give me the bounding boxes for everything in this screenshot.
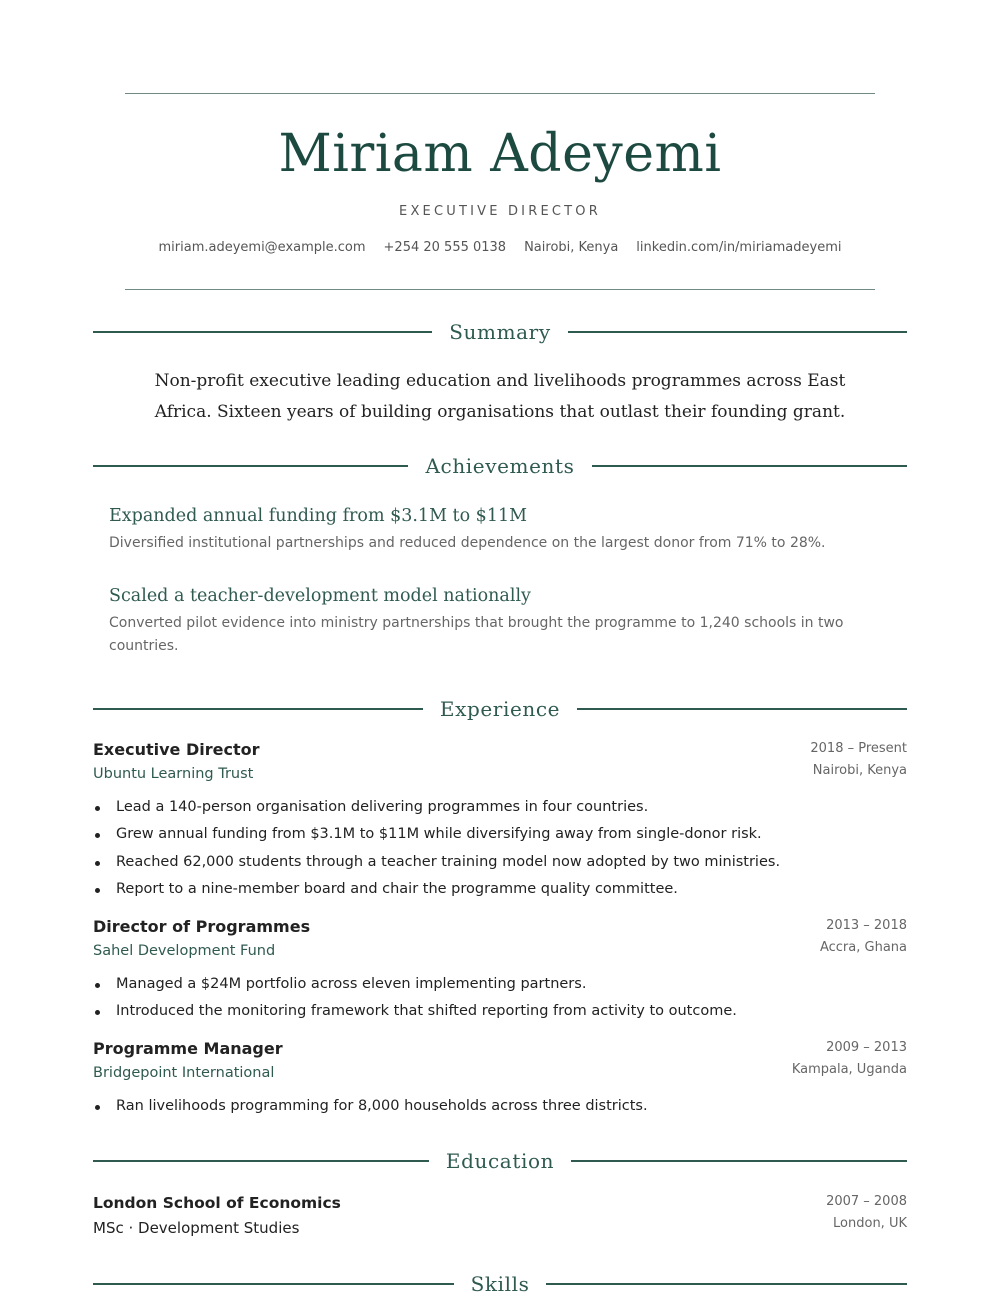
section-rule-left: [93, 1160, 429, 1162]
experience-entry: [93, 740, 907, 903]
section-heading-skills: [93, 1272, 907, 1294]
job-bullet: Managed a $24M portfolio across eleven implementing partners.: [93, 971, 907, 998]
section-rule-left: [93, 1283, 454, 1285]
contact-linkedin[interactable]: linkedin.com/in/miriamadeyemi: [636, 240, 842, 255]
achievement-title: Scaled a teacher-development model nationally: [109, 586, 531, 606]
job-title: Executive Director: [93, 740, 260, 759]
education-location: London, UK: [833, 1216, 907, 1231]
job-title: Director of Programmes: [93, 917, 311, 936]
section-rule-left: [93, 465, 408, 467]
education-entry: [93, 1194, 907, 1244]
section-rule-left: [93, 331, 432, 333]
section-title: Skills: [470, 1272, 530, 1294]
job-dates: 2013 – 2018: [826, 918, 907, 933]
section-rule-left: [93, 708, 423, 710]
job-organization: Sahel Development Fund: [93, 943, 276, 959]
contact-phone[interactable]: +254 20 555 0138: [383, 240, 507, 255]
education-school: London School of Economics: [93, 1194, 341, 1212]
header-top-rule: [125, 93, 875, 94]
job-bullet: Lead a 140-person organisation delivering programmes in four countries.: [93, 794, 907, 821]
achievement-description: Converted pilot evidence into ministry partnerships that brought the programme to 1,240 schools in two countries.: [109, 615, 844, 654]
section-heading-summary: [93, 320, 907, 344]
job-bullets: [93, 794, 907, 903]
section-title: Summary: [449, 320, 551, 344]
job-location: Accra, Ghana: [819, 940, 907, 955]
section-title: Experience: [439, 697, 561, 721]
job-dates: 2018 – Present: [810, 741, 907, 756]
job-location: Kampala, Uganda: [791, 1062, 907, 1077]
job-bullet: Ran livelihoods programming for 8,000 households across three districts.: [93, 1093, 907, 1120]
job-location: Nairobi, Kenya: [812, 763, 907, 778]
section-rule-right: [592, 465, 907, 467]
experience-entry: [93, 917, 907, 1026]
education-degree: MSc · Development Studies: [93, 1219, 300, 1237]
candidate-name: Miriam Adeyemi: [278, 124, 722, 184]
contact-location: Nairobi, Kenya: [524, 240, 619, 255]
achievement-description: Diversified institutional partnerships and reduced dependence on the largest donor from 71% to 28%.: [109, 535, 826, 551]
experience-entry: [93, 1039, 907, 1120]
job-organization: Bridgepoint International: [93, 1065, 275, 1081]
job-bullet: Introduced the monitoring framework that shifted reporting from activity to outcome.: [93, 998, 907, 1025]
job-organization: Ubuntu Learning Trust: [93, 766, 254, 782]
education-dates: 2007 – 2008: [826, 1194, 907, 1209]
section-rule-right: [577, 708, 907, 710]
section-heading-experience: [93, 697, 907, 721]
job-bullets: [93, 971, 907, 1026]
header-bottom-rule: [125, 289, 875, 290]
section-title: Achievements: [425, 454, 575, 478]
section-rule-right: [568, 331, 907, 333]
job-bullet: Grew annual funding from $3.1M to $11M while diversifying away from single-donor risk.: [93, 821, 907, 848]
achievement-item: [109, 586, 869, 658]
achievement-title: Expanded annual funding from $3.1M to $11M: [109, 506, 528, 526]
section-title: Education: [445, 1149, 555, 1173]
job-title: Programme Manager: [93, 1039, 283, 1058]
section-heading-education: [93, 1149, 907, 1173]
candidate-role: EXECUTIVE DIRECTOR: [399, 204, 601, 219]
section-heading-achievements: [93, 454, 907, 478]
achievement-item: [109, 506, 869, 555]
job-bullets: [93, 1093, 907, 1120]
section-rule-right: [571, 1160, 907, 1162]
section-rule-right: [546, 1283, 907, 1285]
contact-email[interactable]: miriam.adeyemi@example.com: [158, 240, 366, 255]
job-bullet: Reached 62,000 students through a teacher training model now adopted by two ministries.: [93, 849, 907, 876]
job-bullet: Report to a nine-member board and chair the programme quality committee.: [93, 876, 907, 903]
job-dates: 2009 – 2013: [826, 1040, 907, 1055]
contact-line: [0, 240, 1000, 255]
summary-text: Non-profit executive leading education and livelihoods programmes across East Africa. Sixteen years of building organisations that outlast their founding grant.: [154, 371, 846, 422]
